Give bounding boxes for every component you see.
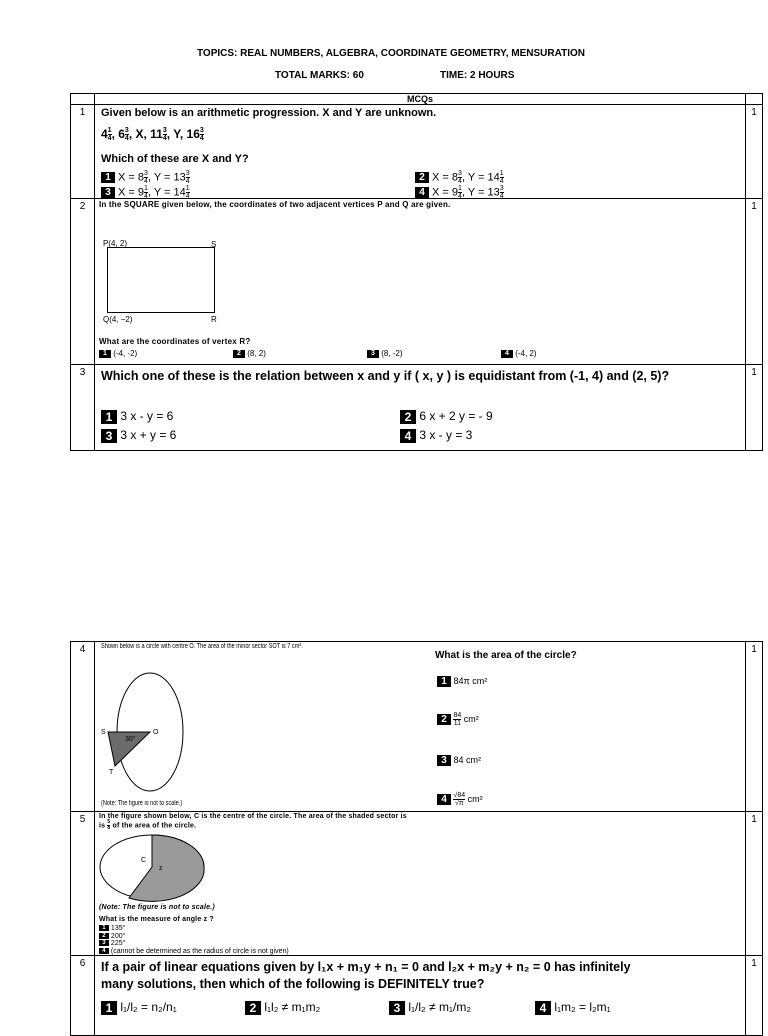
label-o: O [152,729,159,736]
question-marks: 1 [746,642,763,812]
q1-option-3[interactable]: 3 X = 9 $\frac{1}{4}$ , Y = 14 $\frac{1}{4}$ [101,185,190,200]
q3-option-3[interactable]: 3 3 x + y = 6 [101,428,176,443]
q5-note: (Note: The figure is not to scale.) [98,904,215,911]
q3-stem: Which one of these is the relation between x and y if ( x, y ) is equidistant from (-1, 4) and (2, 5)? [100,369,670,383]
total-marks: TOTAL MARKS: 60 [275,70,364,81]
question-3-row [71,365,763,451]
angle-label: 30° [124,736,136,743]
q4-prompt: What is the area of the circle? [434,650,577,661]
q1-prompt: Which of these are X and Y? [100,153,249,165]
q6-option-4[interactable]: 4 l₁m₂ = l₂m₁ [535,1000,611,1015]
q1-option-4[interactable]: 4 X = 9 $\frac{1}{4}$ , Y = 13 $\frac{3}{4}$ [415,185,504,200]
q5-option-4[interactable]: 4 (cannot be determined as the radius of circle is not given) [99,948,289,956]
label-c: C [140,857,147,864]
q6-option-2[interactable]: 2 l₁l₂ ≠ m₁m₂ [245,1000,320,1015]
q5-prompt: What is the measure of angle z ? [98,916,214,923]
time-limit: TIME: 2 HOURS [440,70,515,81]
question-number: 6 [71,956,95,1036]
question-3-body [94,365,745,451]
q4-stem: Shown below is a circle with centre O. The area of the minor sector SOT is 7 cm². [100,643,303,650]
question-marks: 1 [746,105,763,199]
label-q: Q(4, −2) [102,315,133,324]
q1-stem: Given below is an arithmetic progression. X and Y are unknown. [100,107,437,119]
q4-option-3[interactable]: 3 84 cm² [437,755,481,766]
q4-circle-figure [95,666,185,796]
question-4-row [71,642,763,812]
q4-option-1[interactable]: 1 84π cm² [437,676,487,687]
q2-option-3[interactable]: 3 (8, -2) [367,349,403,358]
q6-option-3[interactable]: 3 l₁/l₂ ≠ m₁/m₂ [389,1000,471,1015]
question-1-row [71,105,763,199]
q4-note: (Note: The figure is not to scale.) [100,800,183,807]
question-number: 4 [71,642,95,812]
question-1-body [94,105,745,199]
q5-stem-tail: is $\frac{5}{8}$ of the area of the circle. [98,819,197,831]
question-2-row [71,199,763,365]
q2-option-1[interactable]: 1 (-4, -2) [99,349,137,358]
q3-option-2[interactable]: 2 6 x + 2 y = - 9 [400,409,493,424]
q5-options [99,925,289,955]
question-2-body [94,199,745,365]
q1-option-2[interactable]: 2 X = 8 $\frac{3}{4}$ , Y = 14 $\frac{1}{4}$ [415,170,504,185]
q2-option-4[interactable]: 4 (-4, 2) [501,349,537,358]
q2-prompt: What are the coordinates of vertex R? [98,337,251,346]
q5-option-3[interactable]: 3 225° [99,940,289,948]
q5-option-1[interactable]: 1 135° [99,925,289,933]
q5-option-2[interactable]: 2 200° [99,933,289,941]
q6-stem: If a pair of linear equations given by l₁x + m₁y + n₁ = 0 and l₂x + m₂y + n₂ = 0 has infinitely many solutions, then which of the following is DEFINITELY true? [100,960,631,991]
question-number: 1 [71,105,95,199]
q5-circle-figure [99,832,209,902]
label-s: S [210,240,217,249]
q3-option-1[interactable]: 1 3 x - y = 6 [101,409,173,424]
q3-option-4[interactable]: 4 3 x - y = 3 [400,428,472,443]
question-4-body [94,642,745,812]
label-r: R [210,315,217,324]
q4-option-4[interactable]: 4 $\frac{√84}{√\pi}$ cm² [437,792,483,807]
question-number: 5 [71,812,95,956]
mcq-table-top [70,93,763,451]
question-5-body [94,812,745,956]
question-number: 3 [71,365,95,451]
label-z: z [158,865,163,872]
question-marks: 1 [746,956,763,1036]
question-marks: 1 [746,199,763,365]
square-shape [107,247,215,313]
q2-stem: In the SQUARE given below, the coordinates of two adjacent vertices P and Q are given. [98,200,451,209]
question-marks: 1 [746,812,763,956]
q2-option-2[interactable]: 2 (8, 2) [233,349,266,358]
question-number: 2 [71,199,95,365]
label-t: T [108,769,114,776]
section-title: MCQs [94,94,745,105]
question-marks: 1 [746,365,763,451]
q2-square-figure [103,239,223,324]
topics-line: TOPICS: REAL NUMBERS, ALGEBRA, COORDINATE GEOMETRY, MENSURATION [197,48,585,59]
question-5-row [71,812,763,956]
label-s: S [100,729,106,736]
q1-sequence: 4 $\frac{1}{4}$ , 6 $\frac{3}{4}$ , X, 11 $\frac{3}{4}$ , Y, 16 $\frac{3}{4}$ [100,127,204,143]
q6-option-1[interactable]: 1 l₁/l₂ = n₂/n₁ [101,1000,177,1015]
q4-option-2[interactable]: 2 $\frac{84}{11}$ cm² [437,712,479,727]
label-p: P(4, 2) [102,239,127,248]
q1-option-1[interactable]: 1 X = 8 $\frac{3}{4}$ , Y = 13 $\frac{3}{4}$ [101,170,190,185]
mcq-table-bottom [70,641,763,1036]
q5-stem: In the figure shown below, C is the centre of the circle. The area of the shaded sector is [98,813,407,820]
